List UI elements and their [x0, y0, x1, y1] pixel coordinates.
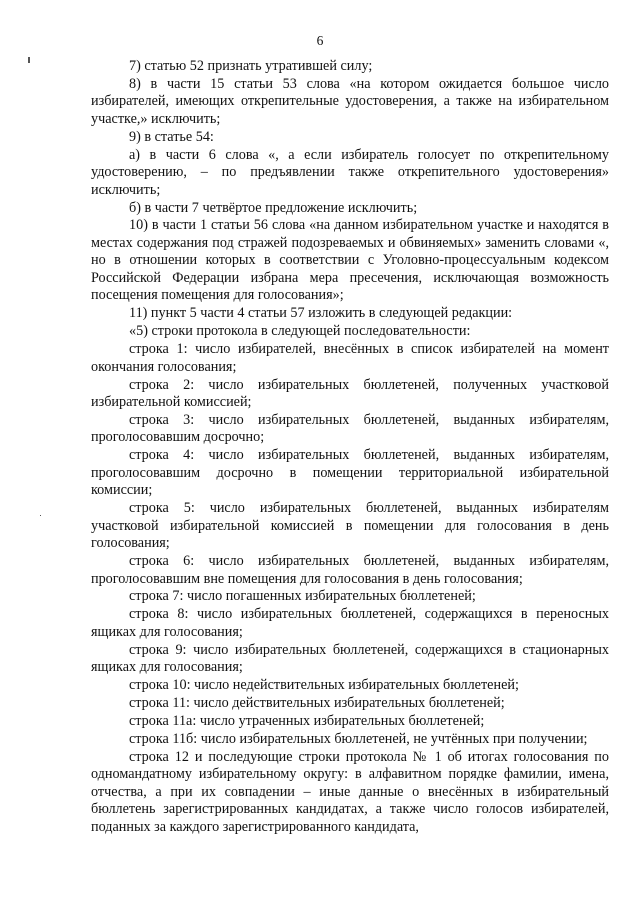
- paragraph: строка 3: число избирательных бюллетеней, выданных избирателям, проголосовавшим досрочно;: [91, 411, 609, 446]
- paragraph: строка 4: число избирательных бюллетеней, выданных избирателям, проголосовавшим досрочно в помещении территориальной избирательной комиссии;: [91, 447, 609, 499]
- paragraph: строка 8: число избирательных бюллетеней, содержащихся в переносных ящиках для голосования;: [91, 606, 609, 640]
- paragraph: 10) в части 1 статьи 56 слова «на данном избирательном участке и находятся в местах содержания под стражей подозреваемых и обвиняемых» заменить словами «, но в отношении которых в соответствии с Уголовно-процессуальным кодексом Российской Федерации избрана мера пресечения, исключающая возможность посещения помещения для голосования»;: [91, 217, 609, 304]
- paragraph: строка 11: число действительных избирательных бюллетеней;: [129, 695, 505, 712]
- scan-mark: [28, 57, 30, 63]
- paragraph: 11) пункт 5 части 4 статьи 57 изложить в следующей редакции:: [129, 305, 513, 322]
- paragraph: строка 2: число избирательных бюллетеней, полученных участковой избирательной комиссией;: [91, 376, 609, 411]
- paragraph: «5) строки протокола в следующей последовательности:: [129, 323, 471, 340]
- paragraph: строка 6: число избирательных бюллетеней, выданных избирателям, проголосовавшим вне помещения для голосования в день голосования;: [91, 553, 609, 587]
- page-number: 6: [316, 33, 324, 48]
- document-body: [91, 58, 609, 836]
- paragraph: строка 1: число избирателей, внесённых в список избирателей на момент окончания голосования;: [91, 341, 609, 375]
- scan-mark: [40, 515, 41, 516]
- paragraph: строка 10: число недействительных избирательных бюллетеней;: [129, 677, 519, 694]
- paragraph: 9) в статье 54:: [129, 128, 214, 145]
- paragraph: 8) в части 15 статьи 53 слова «на котором ожидается большое число избирателей, имеющих открепительные удостоверения, а также на избирательном участке,» исключить;: [91, 75, 609, 127]
- paragraph: строка 7: число погашенных избирательных бюллетеней;: [129, 588, 476, 605]
- paragraph: строка 5: число избирательных бюллетеней, выданных избирателям участковой избирательной комиссией в помещении для голосования в день голосования;: [91, 500, 609, 552]
- paragraph: б) в части 7 четвёртое предложение исключить;: [129, 199, 418, 216]
- paragraph: строка 9: число избирательных бюллетеней, содержащихся в стационарных ящиках для голосования;: [91, 641, 609, 676]
- paragraph: а) в части 6 слова «, а если избиратель голосует по открепительному удостоверению, – по предъявлении также открепительного удостоверения» исключить;: [91, 146, 609, 198]
- paragraph: 7) статью 52 признать утратившей силу;: [129, 58, 373, 74]
- paragraph: строка 11а: число утраченных избирательных бюллетеней;: [129, 712, 485, 729]
- paragraph: строка 11б: число избирательных бюллетеней, не учтённых при получении;: [129, 730, 588, 747]
- paragraph: строка 12 и последующие строки протокола № 1 об итогах голосования по одномандатному избирательному округу: в алфавитном порядке фамилии, имена, отчества, а при их совпадении – иные данные о внесённых в избирательный бюллетень зарегистрированных кандидатах, а также число голосов избирателей, поданных за каждого зарегистрированного кандидата,: [91, 748, 609, 835]
